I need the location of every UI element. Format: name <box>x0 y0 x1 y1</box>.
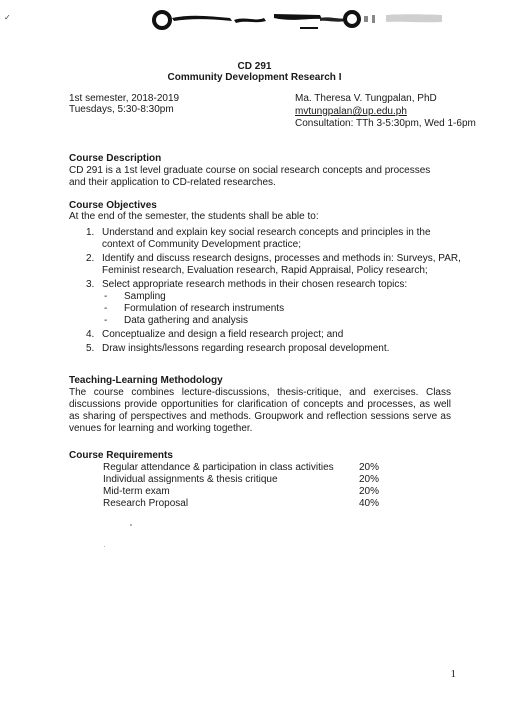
objective-text: Conceptualize and design a field research project; and <box>102 329 344 340</box>
methodology-text: The course combines lecture-discussions, thesis-critique, and exercises. Class discussions provide opportunities for clarification of concepts and processes, as well as sharing of perspectives and methods. Groupwork and reflection sessions serve as venues for learning and working together. <box>69 387 451 434</box>
letterhead-logo <box>150 6 470 32</box>
description-heading: Course Description <box>69 153 162 164</box>
requirement-percent: 20% <box>359 474 380 485</box>
requirement-percent: 40% <box>359 498 380 509</box>
scan-speck <box>104 546 105 547</box>
objective-number: 5. <box>86 343 95 354</box>
requirement-row <box>103 498 383 510</box>
objective-subitem: - Data gathering and analysis <box>102 315 464 327</box>
objective-text: Identify and discuss research designs, processes and methods in: Surveys, PAR, Feminist research, Evaluation research, Rapid Appraisal, Policy research; <box>102 253 461 276</box>
objective-text: Draw insights/lessons regarding research proposal development. <box>102 343 390 354</box>
schedule-text: Tuesdays, 5:30-8:30pm <box>69 104 174 115</box>
description-text: CD 291 is a 1st level graduate course on social research concepts and processes and their application to CD-related researches. <box>69 165 431 188</box>
requirement-row <box>103 486 383 498</box>
objective-item <box>86 343 464 355</box>
objective-number: 2. <box>86 253 95 264</box>
consultation-hours: Consultation: TTh 3-5:30pm, Wed 1-6pm <box>295 118 476 129</box>
requirement-percent: 20% <box>359 462 380 473</box>
page-number: 1 <box>450 668 456 680</box>
objective-item <box>86 329 464 341</box>
requirement-label: Research Proposal <box>103 498 189 509</box>
requirement-label: Regular attendance & participation in class activities <box>103 462 334 473</box>
instructor-name: Ma. Theresa V. Tungpalan, PhD <box>295 93 437 104</box>
objective-subitem: - Sampling <box>102 291 464 303</box>
scan-speck <box>130 524 132 526</box>
objective-subitem: - Formulation of research instruments <box>102 303 464 315</box>
objectives-heading: Course Objectives <box>69 200 157 211</box>
instructor-email-link[interactable]: mvtungpalan@up.edu.ph <box>295 106 407 117</box>
objective-item <box>86 253 464 277</box>
semester-text: 1st semester, 2018-2019 <box>69 93 180 104</box>
objective-number: 3. <box>86 279 95 290</box>
requirement-label: Mid-term exam <box>103 486 170 497</box>
objectives-list <box>86 227 464 355</box>
objective-text: Select appropriate research methods in their chosen research topics: <box>102 279 408 290</box>
requirement-label: Individual assignments & thesis critique <box>103 474 278 485</box>
objectives-intro: At the end of the semester, the students shall be able to: <box>69 211 319 222</box>
requirements-heading: Course Requirements <box>69 450 173 461</box>
scan-mark: ✓ <box>4 13 11 22</box>
objective-item <box>86 227 464 251</box>
requirement-percent: 20% <box>359 486 380 497</box>
requirement-row <box>103 474 383 486</box>
objective-number: 1. <box>86 227 95 238</box>
objective-item <box>86 279 464 327</box>
course-title: Community Development Research I <box>167 72 342 83</box>
methodology-heading: Teaching-Learning Methodology <box>69 375 223 386</box>
requirement-row <box>103 462 383 474</box>
objective-number: 4. <box>86 329 95 340</box>
objective-subitems <box>102 291 464 327</box>
objective-text: Understand and explain key social research concepts and principles in the context of Community Development practice; <box>102 227 431 250</box>
course-code: CD 291 <box>237 61 272 72</box>
